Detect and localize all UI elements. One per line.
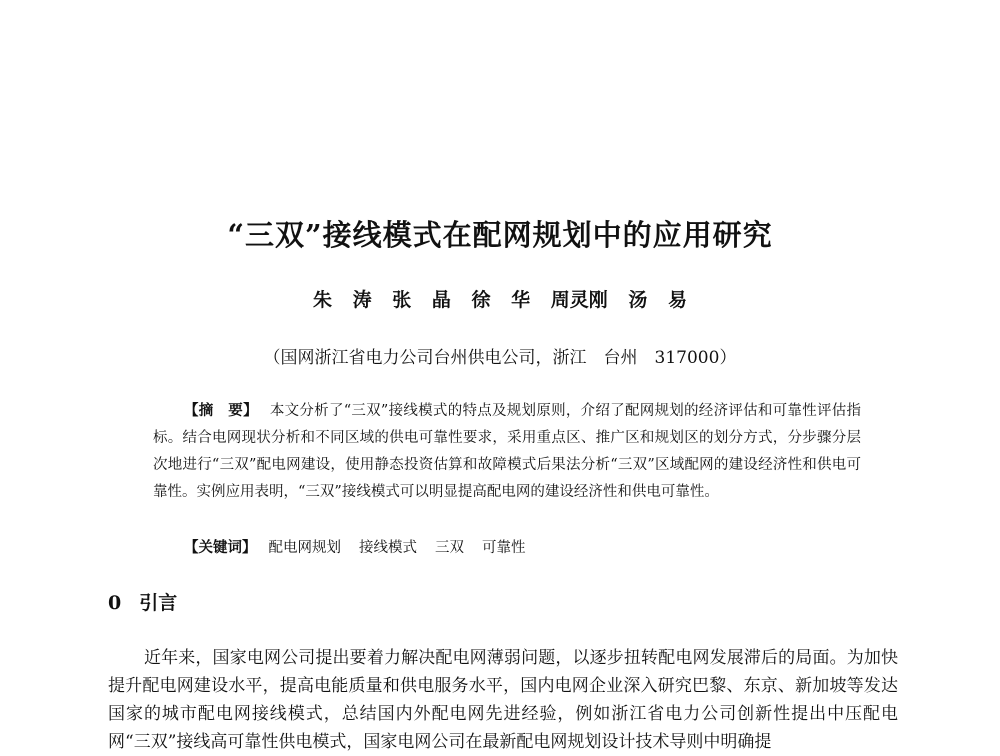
keyword: 配电网规划 xyxy=(268,540,341,556)
section-heading xyxy=(108,588,177,615)
affiliation: （国网浙江省电力公司台州供电公司，浙江 台州 317000） xyxy=(263,348,737,368)
abstract-label: 【摘 要】 xyxy=(184,403,258,419)
section-number: 0 xyxy=(108,592,122,614)
abstract xyxy=(153,398,861,506)
author-name: 汤 易 xyxy=(628,289,687,311)
intro-paragraph: 近年来，国家电网公司提出要着力解决配电网薄弱问题，以逐步扭转配电网发展滞后的局面。为加快提升配电网建设水平，提高电能质量和供电服务水平，国内电网企业深入研究巴黎、东京、新加坡等发达国家的城市配电网接线模式，总结国内外配电网先进经验，例如浙江省电力公司创新性提出中压配电网“三双”接线高可靠性供电模式，国家电网公司在最新配电网规划设计技术导则中明确提 xyxy=(108,648,898,752)
section-title: 引言 xyxy=(139,592,178,614)
keywords xyxy=(184,536,544,557)
author-list xyxy=(0,285,1000,312)
paper-title: “三双”接线模式在配网规划中的应用研究 xyxy=(227,218,773,252)
author-name: 朱 涛 xyxy=(312,289,372,311)
author-name: 徐 华 xyxy=(471,289,531,311)
keyword: 三双 xyxy=(435,540,464,556)
abstract-text: 本文分析了“三双”接线模式的特点及规划原则，介绍了配网规划的经济评估和可靠性评估指标。结合电网现状分析和不同区域的供电可靠性要求，采用重点区、推广区和规划区的划分方式，分步骤分层次地进行“三双”配电网建设，使用静态投资估算和故障模式后果法分析“三双”区域配网的建设经济性和供电可靠性。实例应用表明，“三双”接线模式可以明显提高配电网的建设经济性和供电可靠性。 xyxy=(153,403,862,500)
author-name: 周灵刚 xyxy=(550,289,608,311)
keyword: 接线模式 xyxy=(359,540,417,556)
keywords-label: 【关键词】 xyxy=(184,540,257,556)
keyword: 可靠性 xyxy=(482,540,526,556)
author-name: 张 晶 xyxy=(392,289,451,311)
